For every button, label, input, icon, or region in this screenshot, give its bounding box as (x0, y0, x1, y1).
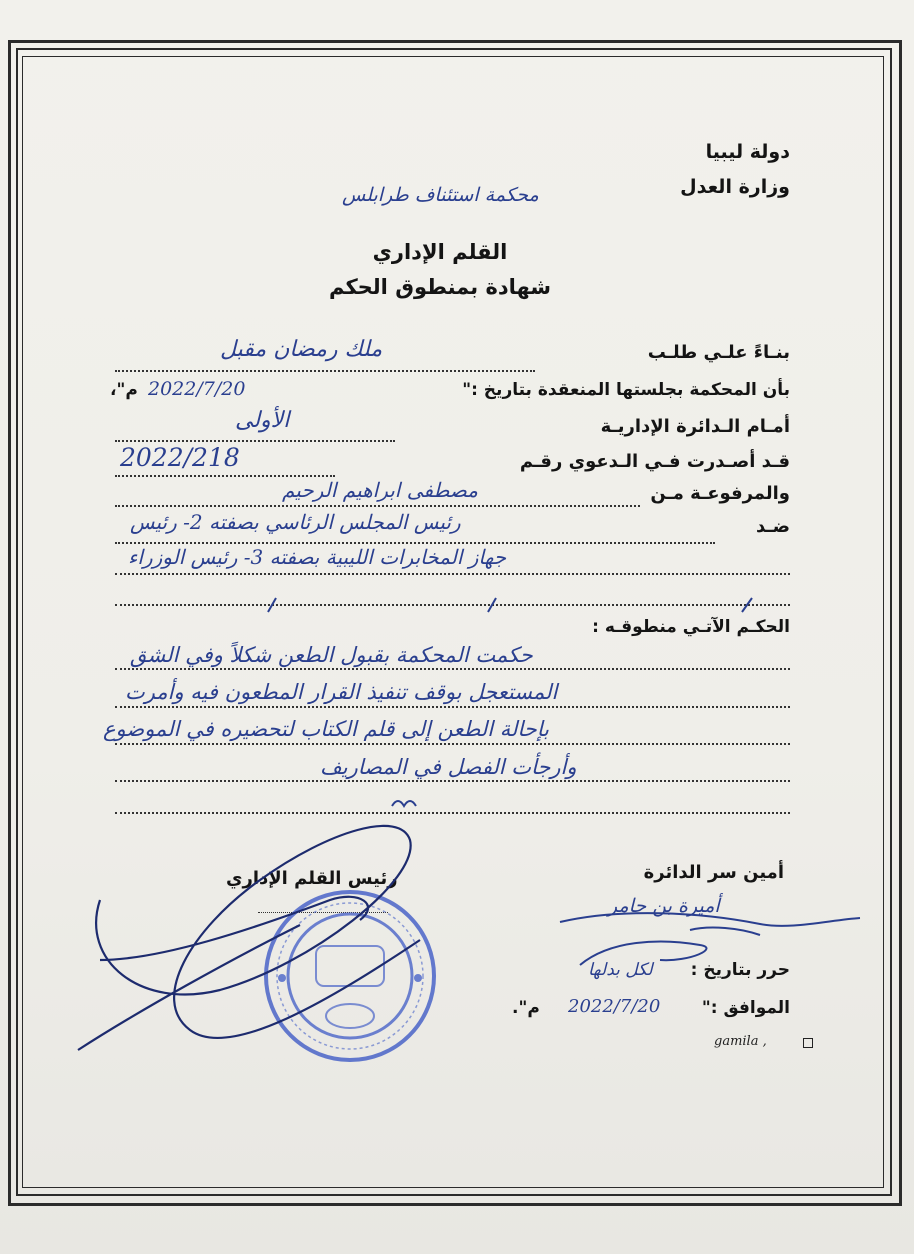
corresponding-label: الموافق :" (701, 998, 790, 1018)
session-date: 2022/7/20 (148, 378, 246, 400)
plaintiff-label: والمرفوعـة مـن (650, 483, 790, 504)
session-suffix: م"، (110, 380, 138, 400)
request-value: ملك رمضان مقبل (220, 337, 383, 362)
ruling-line-3: بإحالة الطعن إلى قلم الكتاب لتحضيره في الموضوع (103, 717, 550, 741)
ruling-line-4: وأرجأت الفصل في المصاريف (320, 755, 577, 779)
request-label: بنـاءً علـي طلـب (647, 342, 790, 363)
head-label: رئيس القلم الإداري (226, 868, 398, 889)
written-on-label: حرر بتاريخ : (690, 960, 790, 980)
state-name: دولة ليبيا (705, 141, 790, 163)
department-title: القلم الإداري (372, 240, 508, 264)
against-label: ضـد (756, 516, 790, 537)
written-on-value: لكل بدلها (588, 960, 653, 980)
issued-label: قـد أصـدرت فـي الـدعوي رقـم (519, 451, 790, 472)
defendant-1: رئيس المجلس الرئاسي بصفته 2- رئيس (130, 510, 461, 534)
certificate-title: شهادة بمنطوق الحكم (328, 275, 552, 299)
session-label: بأن المحكمة بجلستها المنعقدة بتاريخ :" (462, 380, 790, 400)
ruling-line-1: حكمت المحكمة بقبول الطعن شكلاً وفي الشق (130, 643, 533, 667)
circuit-label: أمـام الـدائرة الإداريـة (600, 416, 790, 437)
case-number: 2022/218 (120, 443, 240, 472)
plaintiff-value: مصطفى ابراهيم الرحيم (282, 478, 478, 502)
court-name: محكمة استئناف طرابلس (342, 184, 539, 206)
ruling-label: الحكـم الآتـي منطوقـه : (592, 617, 790, 637)
secretary-name: أميرة بن حامر (608, 895, 720, 917)
defendant-2: جهاز المخابرات الليبية بصفته 3- رئيس الوزراء (128, 545, 507, 569)
secretary-label: أمين سر الدائرة (643, 862, 784, 883)
circuit-value: الأولى (235, 408, 290, 433)
ruling-line-2: المستعجل بوقف تنفيذ القرار المطعون فيه وأمرت (125, 680, 558, 704)
typist-mark: gamila , (714, 1034, 767, 1049)
ministry-name: وزارة العدل (680, 176, 790, 198)
corresponding-date: 2022/7/20 (568, 996, 661, 1017)
corresponding-suffix: م". (512, 998, 540, 1018)
